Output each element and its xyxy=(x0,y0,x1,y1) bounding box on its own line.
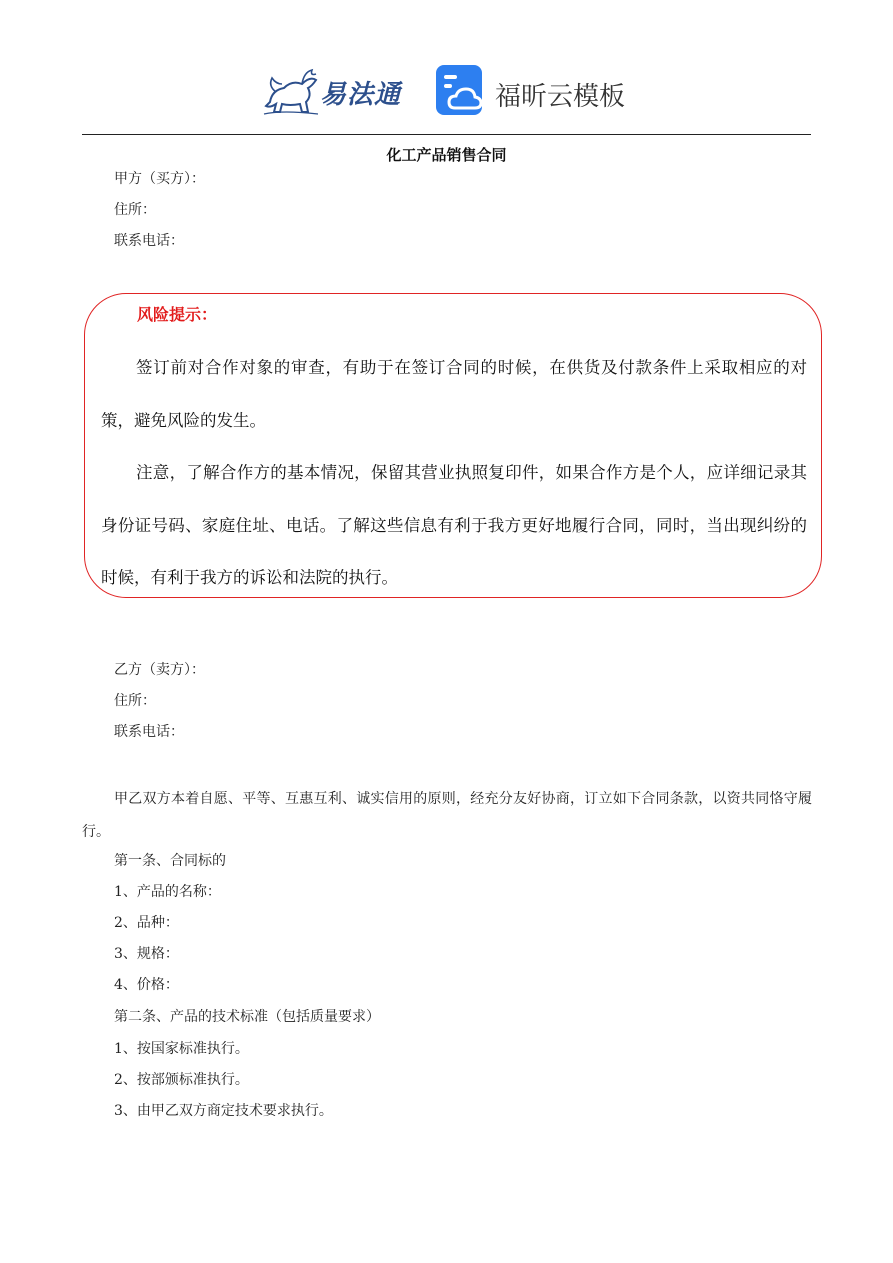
qilin-horse-icon xyxy=(262,62,322,118)
article-2-item: 1、按国家标准执行。 xyxy=(114,1041,249,1057)
risk-paragraph: 签订前对合作对象的审查，有助于在签订合同的时候，在供货及付款条件上采取相应的对策，避免风险的发生。 xyxy=(101,358,807,430)
document-title: 化工产品销售合同 xyxy=(386,146,507,164)
yifatong-logo xyxy=(262,62,412,118)
page-header xyxy=(0,58,893,124)
cloud-document-icon xyxy=(435,64,485,116)
party-b-phone-label: 联系电话： xyxy=(114,724,184,740)
party-a-address-label: 住所： xyxy=(114,202,156,218)
party-a-name-label: 甲方（买方）： xyxy=(114,171,205,187)
article-2-item: 2、按部颁标准执行。 xyxy=(114,1072,249,1088)
risk-warning-title: 风险提示： xyxy=(137,305,218,324)
risk-paragraph: 注意，了解合作方的基本情况，保留其营业执照复印件，如果合作方是个人，应详细记录其身份证号码、家庭住址、电话。了解这些信息有利于我方更好地履行合同，同时，当出现纠纷的时候，有利于我方的诉讼和法院的执行。 xyxy=(101,463,807,587)
risk-warning-box xyxy=(84,293,822,598)
article-2-item: 3、由甲乙双方商定技术要求执行。 xyxy=(114,1103,333,1119)
foxit-wordmark: 福昕云模板 xyxy=(495,82,626,112)
foxit-template-logo xyxy=(435,64,635,118)
article-1-item: 1、产品的名称： xyxy=(114,884,221,900)
party-b-name-label: 乙方（卖方）： xyxy=(114,662,205,678)
party-b-address-label: 住所： xyxy=(114,693,156,709)
article-1-item: 2、品种： xyxy=(114,915,179,931)
contract-intro-paragraph: 甲乙双方本着自愿、平等、互惠互利、诚实信用的原则，经充分友好协商，订立如下合同条款，以资共同恪守履行。 xyxy=(82,791,812,840)
article-1-item: 4、价格： xyxy=(114,977,179,993)
yifatong-wordmark: 易法通 xyxy=(320,80,402,110)
article-1-item: 3、规格： xyxy=(114,946,179,962)
article-2-heading: 第二条、产品的技术标准（包括质量要求） xyxy=(114,1009,380,1025)
header-divider xyxy=(82,134,811,135)
party-a-phone-label: 联系电话： xyxy=(114,233,184,249)
article-1-heading: 第一条、合同标的 xyxy=(114,853,226,869)
risk-warning-body xyxy=(101,342,807,605)
